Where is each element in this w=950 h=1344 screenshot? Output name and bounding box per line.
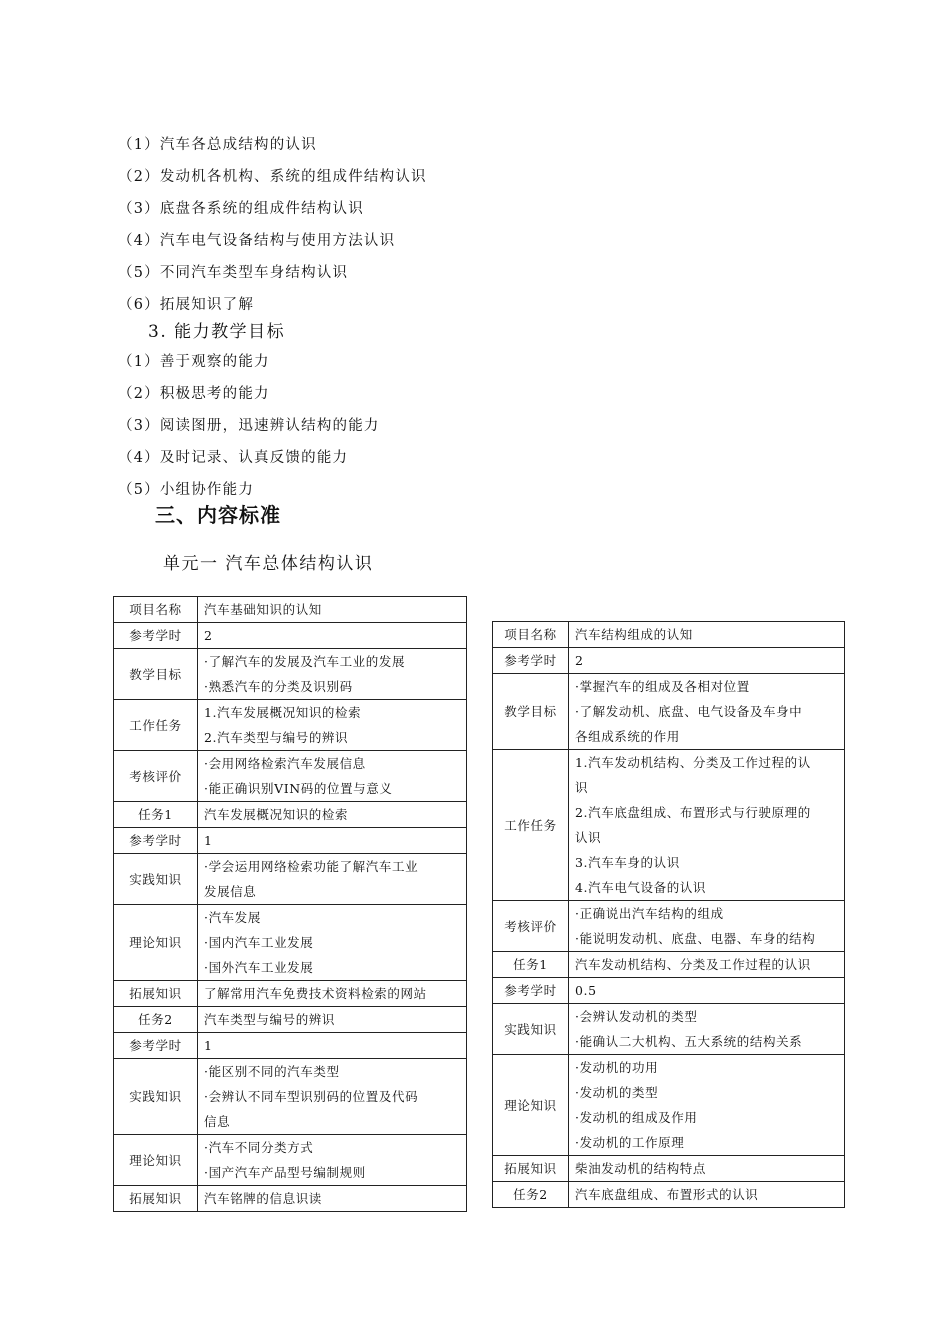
cell-text: ·熟悉汽车的分类及识别码 xyxy=(204,679,353,694)
cell-text: ·能正确识别VIN码的位置与意义 xyxy=(204,781,393,796)
table-row xyxy=(114,649,467,700)
list-item: （1）善于观察的能力 xyxy=(118,354,270,370)
cell-text: 汽车铭牌的信息识读 xyxy=(204,1191,322,1206)
table-row xyxy=(114,854,467,905)
row-label: 教学目标 xyxy=(493,674,569,750)
row-label: 实践知识 xyxy=(493,1004,569,1055)
ability-goals-heading: 3. 能力教学目标 xyxy=(148,322,286,342)
row-label: 工作任务 xyxy=(114,700,198,751)
row-label: 考核评价 xyxy=(493,901,569,952)
table-row xyxy=(493,1156,845,1182)
row-label: 考核评价 xyxy=(114,751,198,802)
row-label: 参考学时 xyxy=(493,648,569,674)
row-label: 任务1 xyxy=(493,952,569,978)
list-item: （6）拓展知识了解 xyxy=(118,297,255,313)
cell-text: 2.汽车底盘组成、布置形式与行驶原理的 xyxy=(575,805,811,820)
cell-text: 2.汽车类型与编号的辨识 xyxy=(204,730,349,745)
row-value xyxy=(198,854,467,905)
cell-text: 汽车结构组成的认知 xyxy=(575,627,693,642)
cell-text: ·国产汽车产品型号编制规则 xyxy=(204,1165,366,1180)
row-label: 项目名称 xyxy=(493,622,569,648)
list-item: （4）及时记录、认真反馈的能力 xyxy=(118,450,349,466)
cell-text: 1 xyxy=(204,833,213,848)
cell-text: ·正确说出汽车结构的组成 xyxy=(575,906,724,921)
row-value xyxy=(569,952,845,978)
cell-text: ·学会运用网络检索功能了解汽车工业 xyxy=(204,859,419,874)
cell-text: 1 xyxy=(204,1038,213,1053)
cell-text: ·国内汽车工业发展 xyxy=(204,935,314,950)
table-row xyxy=(114,1033,467,1059)
row-value xyxy=(198,1059,467,1135)
cell-text: ·国外汽车工业发展 xyxy=(204,960,314,975)
cell-text: 了解常用汽车免费技术资料检索的网站 xyxy=(204,986,427,1001)
row-label: 理论知识 xyxy=(493,1055,569,1156)
cell-text: 1.汽车发动机结构、分类及工作过程的认 xyxy=(575,755,811,770)
cell-text: 1.汽车发展概况知识的检索 xyxy=(204,705,362,720)
row-label: 参考学时 xyxy=(114,623,198,649)
row-value xyxy=(198,649,467,700)
cell-text: ·会辨认不同车型识别码的位置及代码 xyxy=(204,1089,419,1104)
row-value xyxy=(569,978,845,1004)
table-row xyxy=(114,802,467,828)
cell-text: 汽车基础知识的认知 xyxy=(204,602,322,617)
cell-text: 0.5 xyxy=(575,983,597,998)
cell-text: 2 xyxy=(575,653,584,668)
row-label: 任务2 xyxy=(493,1182,569,1208)
row-value xyxy=(569,901,845,952)
list-item: （4）汽车电气设备结构与使用方法认识 xyxy=(118,233,396,249)
row-value xyxy=(569,1055,845,1156)
table-row xyxy=(493,674,845,750)
row-value xyxy=(198,1007,467,1033)
row-label: 参考学时 xyxy=(114,1033,198,1059)
cell-text: 汽车类型与编号的辨识 xyxy=(204,1012,336,1027)
row-label: 教学目标 xyxy=(114,649,198,700)
cell-text: 2 xyxy=(204,628,213,643)
row-label: 参考学时 xyxy=(114,828,198,854)
row-value xyxy=(198,751,467,802)
table-row xyxy=(114,1135,467,1186)
table-row xyxy=(493,1055,845,1156)
table-row xyxy=(493,1182,845,1208)
cell-text: 汽车底盘组成、布置形式的认识 xyxy=(575,1187,759,1202)
cell-text: ·掌握汽车的组成及各相对位置 xyxy=(575,679,750,694)
table-row xyxy=(493,978,845,1004)
list-item: （2）发动机各机构、系统的组成件结构认识 xyxy=(118,169,427,185)
list-item: （5）不同汽车类型车身结构认识 xyxy=(118,265,349,281)
table-row xyxy=(114,751,467,802)
table-row xyxy=(493,750,845,901)
unit-title: 单元一 汽车总体结构认识 xyxy=(163,554,374,574)
cell-text: 柴油发动机的结构特点 xyxy=(575,1161,707,1176)
row-value xyxy=(198,828,467,854)
list-item: （5）小组协作能力 xyxy=(118,482,255,498)
table-row xyxy=(114,623,467,649)
cell-text: ·发动机的类型 xyxy=(575,1085,659,1100)
list-item: （3）阅读图册，迅速辨认结构的能力 xyxy=(118,418,380,434)
table-row xyxy=(114,1007,467,1033)
table-row xyxy=(114,1186,467,1212)
row-label: 项目名称 xyxy=(114,597,198,623)
row-label: 拓展知识 xyxy=(493,1156,569,1182)
list-item: （3）底盘各系统的组成件结构认识 xyxy=(118,201,364,217)
cell-text: ·能区别不同的汽车类型 xyxy=(204,1064,340,1079)
cell-text: 3.汽车车身的认识 xyxy=(575,855,680,870)
row-label: 实践知识 xyxy=(114,854,198,905)
row-value xyxy=(198,623,467,649)
table-row xyxy=(114,828,467,854)
row-value xyxy=(198,1033,467,1059)
cell-text: 各组成系统的作用 xyxy=(575,729,680,744)
table-row xyxy=(114,905,467,981)
cell-text: 汽车发动机结构、分类及工作过程的认识 xyxy=(575,957,811,972)
table-row xyxy=(493,1004,845,1055)
list-item: （2）积极思考的能力 xyxy=(118,386,270,402)
row-value xyxy=(198,597,467,623)
row-label: 拓展知识 xyxy=(114,981,198,1007)
row-label: 工作任务 xyxy=(493,750,569,901)
cell-text: ·能说明发动机、底盘、电器、车身的结构 xyxy=(575,931,816,946)
row-value xyxy=(198,1186,467,1212)
table-row xyxy=(114,597,467,623)
row-label: 任务1 xyxy=(114,802,198,828)
row-value xyxy=(198,700,467,751)
cell-text: ·汽车不同分类方式 xyxy=(204,1140,314,1155)
cell-text: ·汽车发展 xyxy=(204,910,261,925)
row-label: 拓展知识 xyxy=(114,1186,198,1212)
row-value xyxy=(198,905,467,981)
row-value xyxy=(569,622,845,648)
row-value xyxy=(569,674,845,750)
cell-text: 认识 xyxy=(575,830,602,845)
row-value xyxy=(569,1004,845,1055)
row-label: 参考学时 xyxy=(493,978,569,1004)
cell-text: ·发动机的功用 xyxy=(575,1060,659,1075)
row-value xyxy=(198,1135,467,1186)
row-value xyxy=(198,802,467,828)
course-table-left xyxy=(113,596,467,1212)
cell-text: 识 xyxy=(575,780,589,795)
table-row xyxy=(493,648,845,674)
table-row xyxy=(114,1059,467,1135)
table-row xyxy=(114,700,467,751)
cell-text: 发展信息 xyxy=(204,884,257,899)
row-value xyxy=(569,1156,845,1182)
cell-text: ·了解发动机、底盘、电气设备及车身中 xyxy=(575,704,803,719)
table-row xyxy=(114,981,467,1007)
list-item: （1）汽车各总成结构的认识 xyxy=(118,137,317,153)
cell-text: ·发动机的工作原理 xyxy=(575,1135,685,1150)
row-label: 实践知识 xyxy=(114,1059,198,1135)
section-title: 三、内容标准 xyxy=(155,503,281,527)
cell-text: ·会用网络检索汽车发展信息 xyxy=(204,756,366,771)
row-label: 理论知识 xyxy=(114,1135,198,1186)
course-table-right xyxy=(492,621,845,1208)
row-value xyxy=(569,750,845,901)
row-value xyxy=(569,1182,845,1208)
cell-text: 汽车发展概况知识的检索 xyxy=(204,807,349,822)
table-row xyxy=(493,622,845,648)
cell-text: ·了解汽车的发展及汽车工业的发展 xyxy=(204,654,406,669)
row-value xyxy=(198,981,467,1007)
row-label: 理论知识 xyxy=(114,905,198,981)
cell-text: ·发动机的组成及作用 xyxy=(575,1110,698,1125)
row-label: 任务2 xyxy=(114,1007,198,1033)
cell-text: 信息 xyxy=(204,1114,231,1129)
table-row xyxy=(493,901,845,952)
cell-text: 4.汽车电气设备的认识 xyxy=(575,880,707,895)
cell-text: ·能确认二大机构、五大系统的结构关系 xyxy=(575,1034,803,1049)
cell-text: ·会辨认发动机的类型 xyxy=(575,1009,698,1024)
row-value xyxy=(569,648,845,674)
table-row xyxy=(493,952,845,978)
